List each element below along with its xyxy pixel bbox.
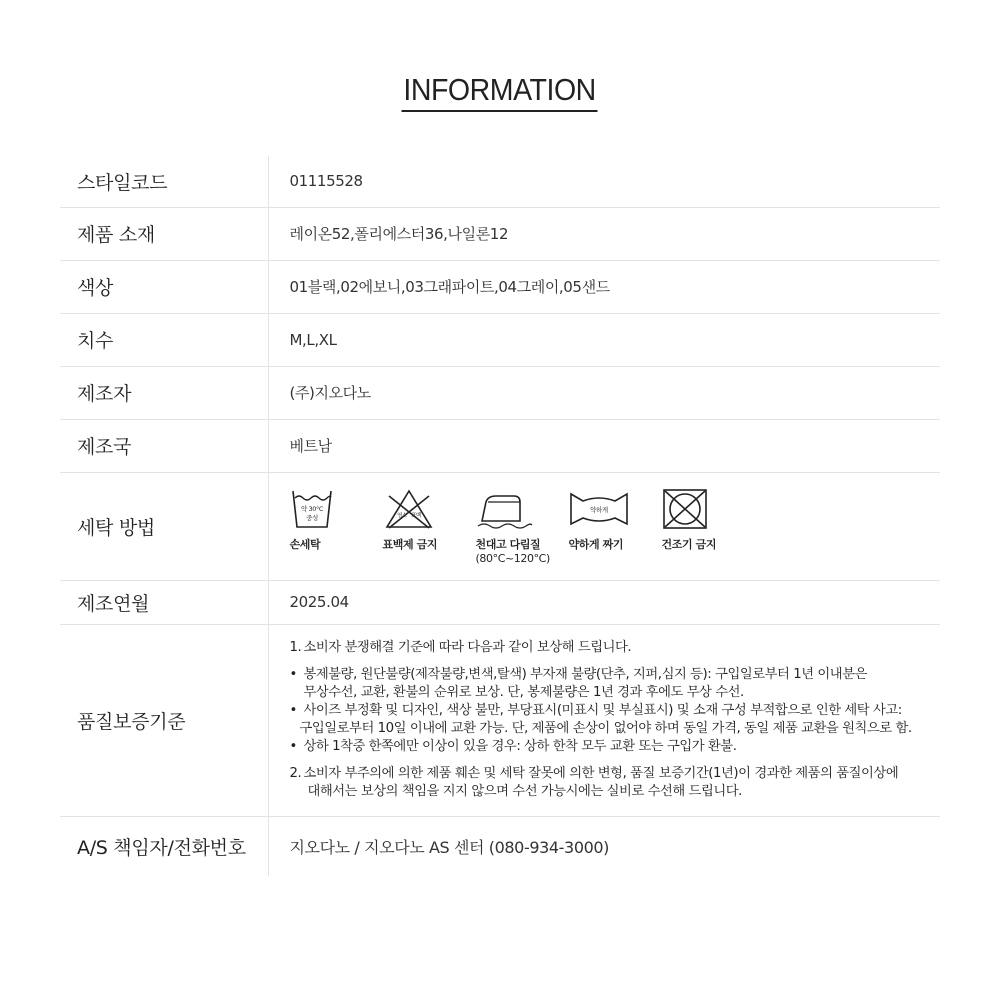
quality-bullet-2-cont [290, 720, 941, 738]
row-color [60, 260, 940, 313]
value-material: 레이온52,폴리에스터36,나일론12 [268, 207, 940, 260]
wash-item-hand-wash [290, 488, 383, 552]
wash-item-no-bleach [383, 488, 476, 552]
iron-with-cloth-icon [476, 488, 534, 530]
quality-text [290, 639, 941, 801]
quality-bullet-1-line1: 봉제불량, 원단불량(제작불량,변색,탈색) 부자재 불량(단추, 지퍼,심지 등): 구입일로부터 1년 이내분은 [303, 667, 867, 682]
row-washing [60, 472, 940, 580]
quality-bullet-1-cont [290, 684, 941, 702]
value-color: 01블랙,02에보니,03그래파이트,04그레이,05샌드 [268, 260, 940, 313]
no-tumble-dry-icon [662, 488, 708, 530]
washing-icons [290, 488, 941, 565]
bullet-icon: • [289, 739, 297, 754]
value-quality [268, 624, 940, 816]
quality-item-2 [290, 765, 941, 783]
hand-wash-neutral-text: 중성 [305, 513, 318, 522]
info-table [60, 156, 940, 876]
value-as: 지오다노 / 지오다노 AS 센터 (080-934-3000) [289, 837, 610, 857]
value-style-code: 01115528 [268, 156, 940, 207]
wash-item-iron [476, 488, 569, 565]
no-bleach-icon [383, 488, 435, 530]
no-bleach-chlorine-text: 염소 [396, 512, 407, 519]
row-size [60, 313, 940, 366]
hand-wash-30c-neutral-icon [290, 488, 334, 530]
quality-bullet-2-line2: 구입일로부터 10일 이내에 교환 가능. 단, 제품에 손상이 없어야 하며 동일 가격, 동일 제품 교환을 원칙으로 함. [299, 721, 912, 736]
value-country: 베트남 [268, 419, 940, 472]
value-size: M,L,XL [268, 313, 940, 366]
row-country [60, 419, 940, 472]
label-style-code: 스타일코드 [60, 156, 268, 207]
value-date: 2025.04 [268, 580, 940, 624]
value-washing [268, 472, 940, 580]
page-title: INFORMATION [402, 72, 598, 112]
gentle-wring-icon [569, 488, 629, 530]
label-date: 제조연월 [60, 580, 268, 624]
quality-item-1 [290, 639, 941, 657]
quality-bullet-1-line2: 무상수선, 교환, 환불의 순위로 보상. 단, 봉제불량은 1년 경과 후에도 무상 수선. [303, 685, 744, 700]
label-material: 제품 소재 [60, 207, 268, 260]
wash-label-no-tumble-dry: 건조기 금지 [661, 537, 717, 551]
row-date [60, 580, 940, 624]
label-color: 색상 [60, 260, 268, 313]
quality-bullet-1 [290, 666, 941, 684]
label-washing: 세탁 방법 [60, 472, 268, 580]
no-bleach-bleach-text: 표백 [410, 512, 421, 519]
label-maker: 제조자 [60, 366, 268, 419]
wash-label-hand-wash: 손세탁 [289, 537, 321, 551]
label-country: 제조국 [60, 419, 268, 472]
wash-label-gentle-wring: 약하게 짜기 [568, 537, 624, 551]
gentle-wring-text: 약하게 [589, 505, 608, 514]
quality-bullet-2-line1: 사이즈 부정확 및 디자인, 색상 불만, 부당표시(미표시 및 부실표시) 및 소재 구성 부적합으로 인한 세탁 사고: [303, 703, 902, 718]
label-size: 치수 [60, 313, 268, 366]
quality-item-1-number: 1. [289, 640, 302, 655]
hand-wash-temp-text: 약 30°C [300, 504, 323, 513]
row-as [60, 816, 940, 876]
quality-item-2-cont [290, 783, 941, 801]
label-as: A/S 책임자/전화번호 [60, 816, 268, 876]
quality-bullet-3-line1: 상하 1착중 한쪽에만 이상이 있을 경우: 상하 한착 모두 교환 또는 구입가 환불. [303, 739, 737, 754]
quality-bullet-2 [290, 702, 941, 720]
wash-label-iron: 천대고 다림질 [475, 537, 541, 551]
quality-bullet-3 [290, 738, 941, 756]
wash-sub-iron-temp: (80°C~120°C) [475, 551, 550, 565]
bullet-icon: • [289, 703, 297, 718]
wash-label-no-bleach: 표백제 금지 [382, 537, 438, 551]
label-quality: 품질보증기준 [60, 624, 268, 816]
row-maker [60, 366, 940, 419]
wash-item-gentle-wring [569, 488, 662, 552]
quality-item-1-text: 소비자 분쟁해결 기준에 따라 다음과 같이 보상해 드립니다. [303, 640, 632, 655]
row-material [60, 207, 940, 260]
quality-item-2-number: 2. [289, 766, 302, 781]
quality-item-2-line2: 대해서는 보상의 책임을 지지 않으며 수선 가능시에는 실비로 수선해 드립니다. [307, 784, 742, 799]
row-style-code [60, 156, 940, 207]
bullet-icon: • [289, 667, 297, 682]
row-quality [60, 624, 940, 816]
title-container [0, 72, 1000, 112]
quality-item-2-line1: 소비자 부주의에 의한 제품 훼손 및 세탁 잘못에 의한 변형, 품질 보증기간(1년)이 경과한 제품의 품질이상에 [303, 766, 899, 781]
value-maker: (주)지오다노 [268, 366, 940, 419]
wash-item-no-tumble-dry [662, 488, 755, 552]
